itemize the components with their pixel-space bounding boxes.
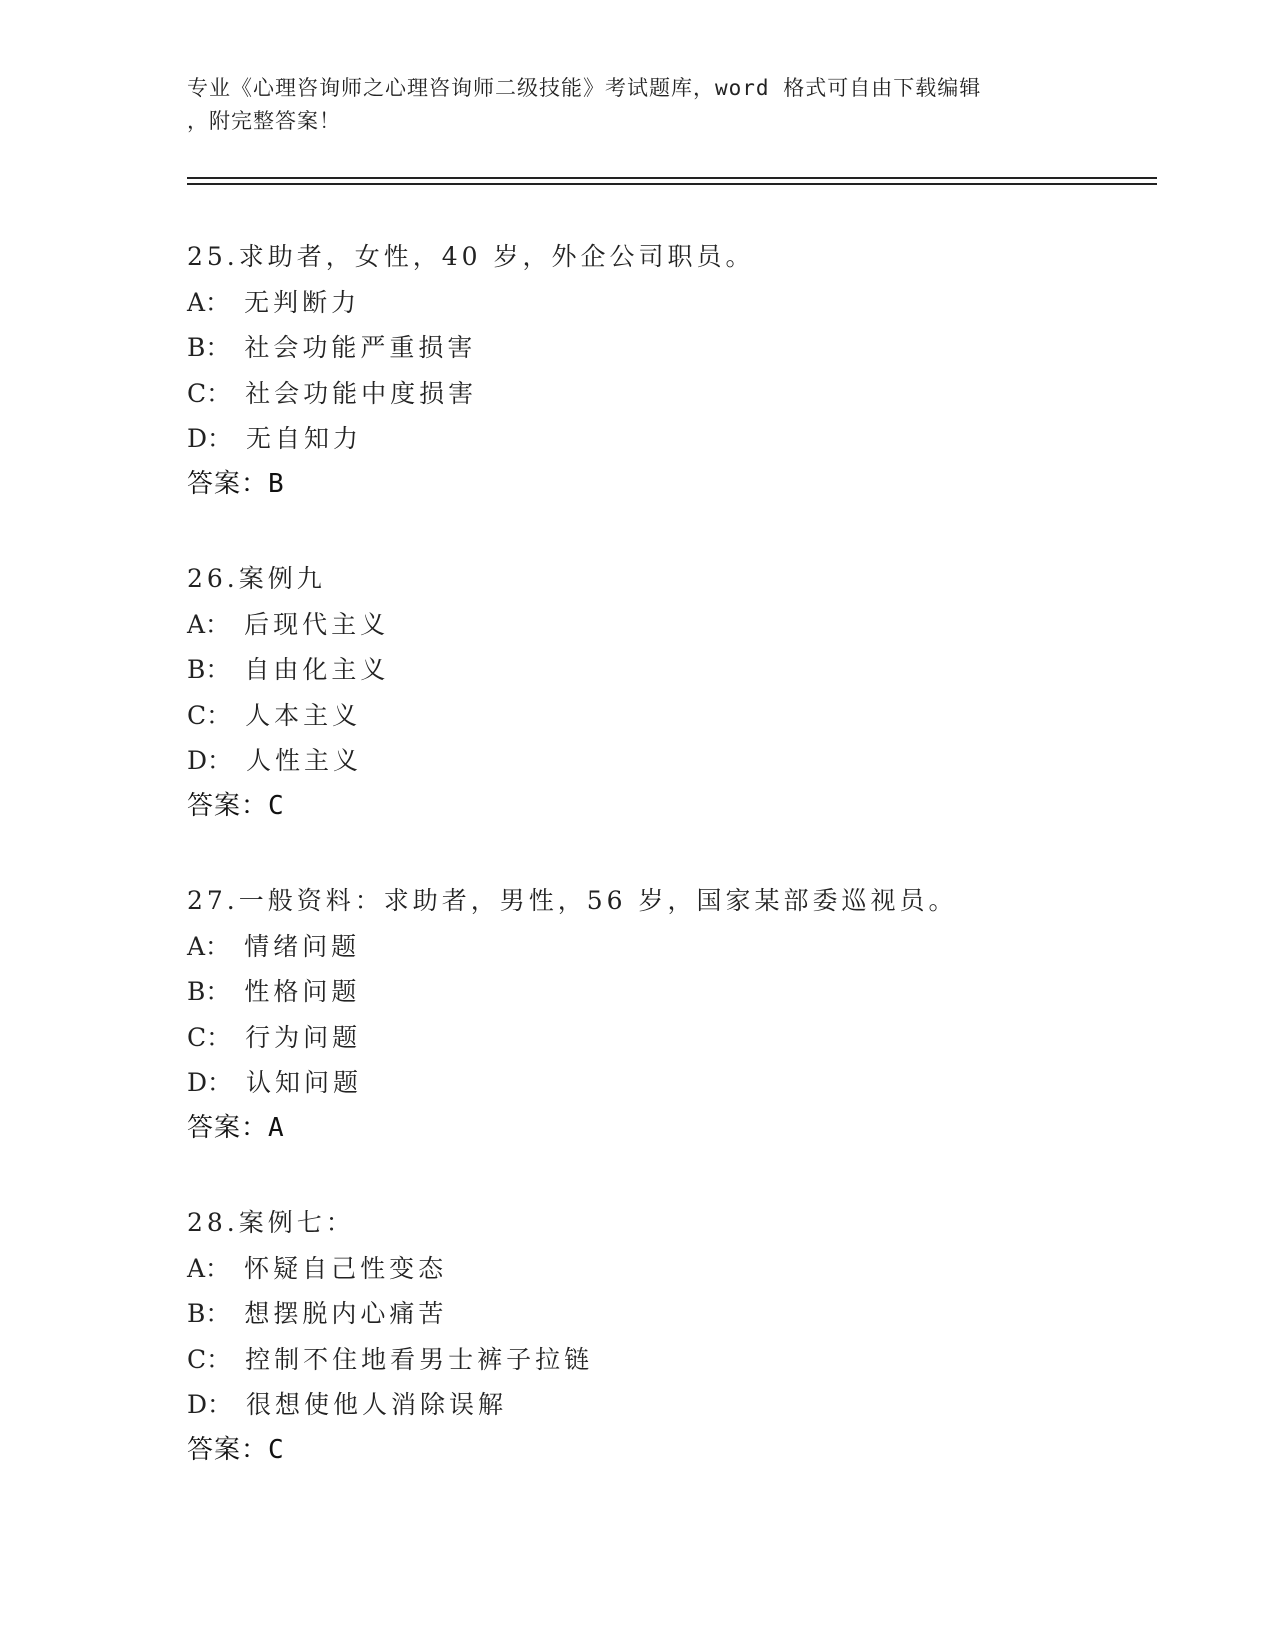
option-key: B：	[187, 977, 231, 1006]
option-key: D：	[187, 1390, 233, 1419]
option-key: A：	[187, 287, 231, 317]
answer-line	[187, 462, 1157, 508]
option-text: 无自知力	[246, 424, 363, 453]
option-key: C：	[187, 378, 232, 408]
header-divider-top	[187, 177, 1157, 179]
option-text: 怀疑自己性变态	[244, 1253, 448, 1283]
header-divider-bottom	[187, 183, 1157, 185]
option-text: 控制不住地看男士裤子拉链	[245, 1344, 594, 1374]
option-d	[187, 416, 1157, 462]
option-b	[187, 969, 1157, 1015]
option-c	[187, 693, 1157, 739]
question-28	[187, 1200, 1157, 1473]
option-text: 人本主义	[245, 700, 362, 730]
option-c	[187, 1015, 1157, 1061]
question-stem: 26.案例九	[187, 564, 326, 593]
option-b	[187, 647, 1157, 693]
answer-line	[187, 784, 1157, 830]
answer-label: 答案：	[187, 1112, 269, 1143]
option-key: C：	[187, 700, 232, 730]
option-text: 自由化主义	[244, 655, 390, 684]
option-key: A：	[187, 609, 231, 639]
answer-label: 答案：	[187, 1434, 269, 1465]
answer-label: 答案：	[187, 790, 269, 821]
option-text: 无判断力	[244, 287, 361, 317]
question-27	[187, 878, 1157, 1151]
option-c	[187, 1337, 1157, 1383]
option-a	[187, 1246, 1157, 1292]
option-d	[187, 1060, 1157, 1106]
question-stem: 27.一般资料：求助者，男性，56 岁，国家某部委巡视员。	[187, 886, 958, 915]
option-a	[187, 602, 1157, 648]
option-text: 想摆脱内心痛苦	[244, 1299, 448, 1328]
option-key: B：	[187, 333, 231, 362]
option-key: C：	[187, 1022, 232, 1052]
option-a	[187, 924, 1157, 970]
option-key: A：	[187, 1253, 231, 1283]
option-text: 认知问题	[246, 1068, 363, 1097]
option-text: 很想使他人消除误解	[246, 1390, 508, 1419]
option-key: B：	[187, 1299, 231, 1328]
option-text: 社会功能严重损害	[244, 333, 477, 362]
question-stem: 28.案例七：	[187, 1208, 355, 1237]
answer-value: B	[268, 468, 285, 499]
option-key: D：	[187, 424, 233, 453]
answer-value: A	[268, 1112, 285, 1143]
question-25	[187, 234, 1157, 507]
option-key: D：	[187, 746, 233, 775]
header-line-2: ，附完整答案！	[187, 109, 341, 133]
option-d	[187, 738, 1157, 784]
option-text: 性格问题	[244, 977, 361, 1006]
option-text: 行为问题	[245, 1022, 362, 1052]
question-stem: 25.求助者，女性，40 岁，外企公司职员。	[187, 242, 755, 271]
answer-line	[187, 1428, 1157, 1474]
document-header	[187, 72, 1067, 138]
answer-label: 答案：	[187, 468, 269, 499]
option-key: D：	[187, 1068, 233, 1097]
option-text: 社会功能中度损害	[245, 378, 478, 408]
option-key: C：	[187, 1344, 232, 1374]
option-b	[187, 1291, 1157, 1337]
answer-value: C	[268, 790, 285, 821]
answer-line	[187, 1106, 1157, 1152]
option-b	[187, 325, 1157, 371]
option-text: 情绪问题	[244, 931, 361, 961]
question-list	[187, 234, 1157, 1522]
option-text: 后现代主义	[244, 609, 390, 639]
option-d	[187, 1382, 1157, 1428]
option-text: 人性主义	[246, 746, 363, 775]
question-26	[187, 556, 1157, 829]
option-a	[187, 280, 1157, 326]
option-c	[187, 371, 1157, 417]
option-key: B：	[187, 655, 231, 684]
header-line-1: 专业《心理咨询师之心理咨询师二级技能》考试题库，word 格式可自由下载编辑	[187, 76, 982, 100]
answer-value: C	[268, 1434, 285, 1465]
option-key: A：	[187, 931, 231, 961]
